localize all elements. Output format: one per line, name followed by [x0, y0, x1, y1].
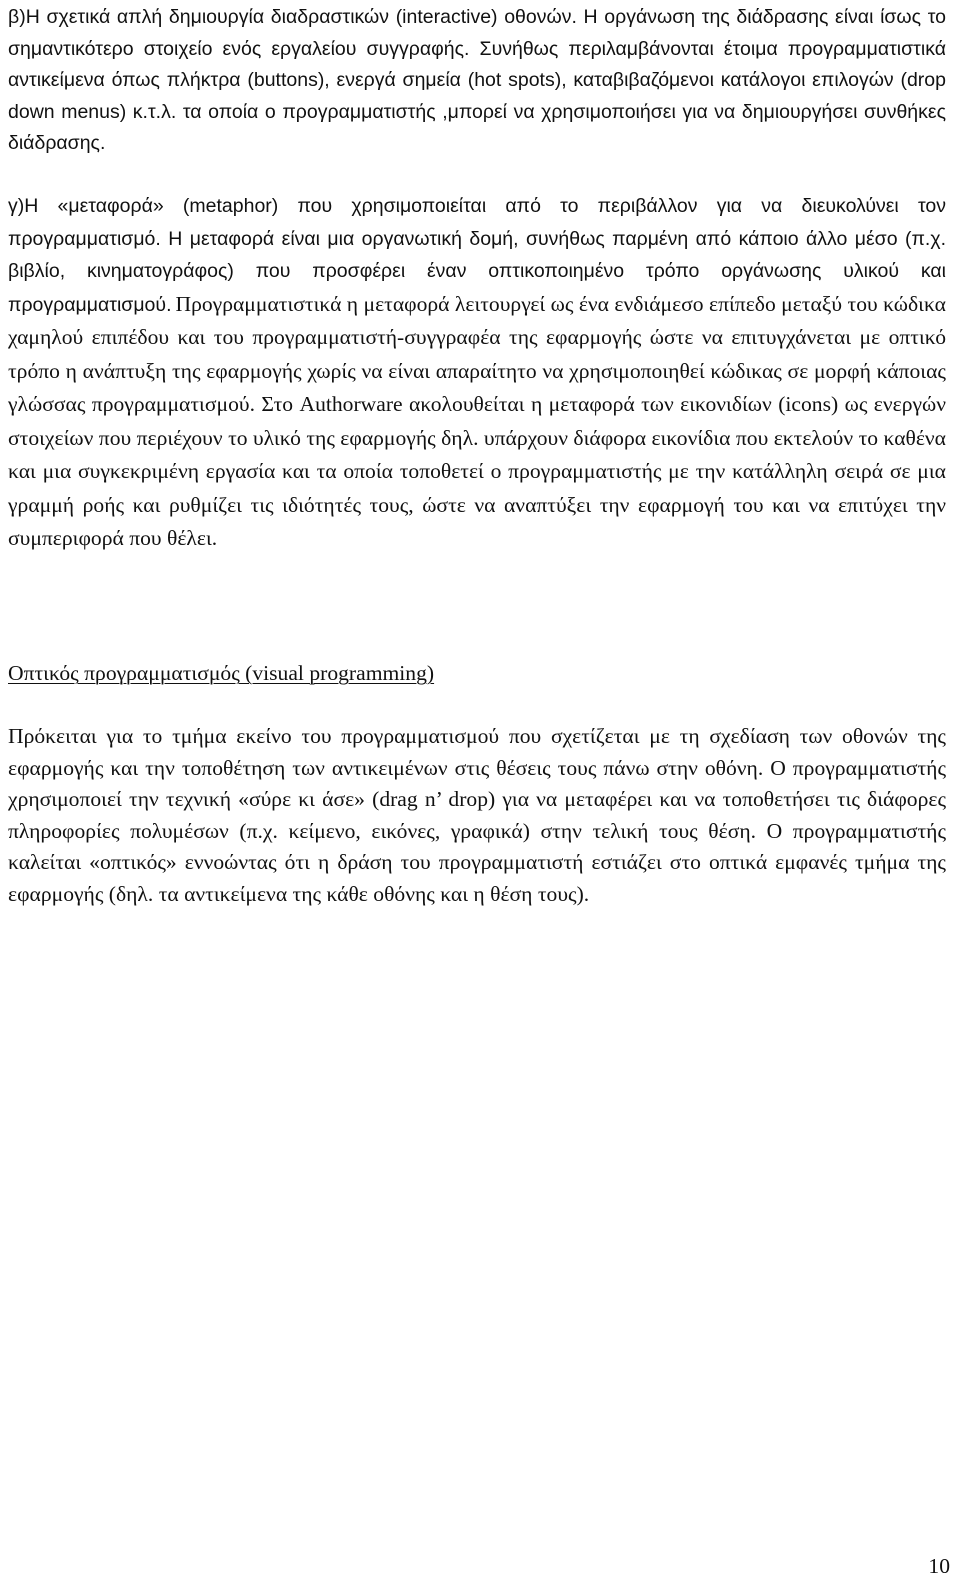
item-c-sans-text: γ)Η «μεταφορά» (metaphor) που χρησιμοποιείται από το περιβάλλον για να διευκολύνει τον προγραμματισμό. Η μεταφορά είναι μια οργανωτική δομή, συνήθως παρμένη από κάποιο άλλο μέσο (π.χ. βιβλίο, κινηματογράφος) που προσφέρει έναν οπτικοποιημένο τρόπο οργάνωσης υλικού και προγραμματισμού. — [8, 195, 946, 316]
section-heading-visual-programming: Οπτικός προγραμματισμός (visual programming) — [8, 661, 435, 685]
paragraph-item-c — [8, 191, 946, 557]
page-number: 10 — [928, 1554, 950, 1578]
paragraph-visual-programming: Πρόκειται για το τμήμα εκείνο του προγραμματισμού που σχετίζεται με τη σχεδίαση των οθονών της εφαρμογής και την τοποθέτηση των αντικειμένων στις θέσεις τους πάνω στην οθόνη. Ο προγραμματιστής χρησιμοποιεί την τεχνική «σύρε κι άσε» (drag n’ drop) για να μεταφέρει και να τοποθετήσει τις διάφορες πληροφορίες πολυμέσων (π.χ. κείμενο, εικόνες, γραφικά) στην τελική τους θέση. Ο προγραμματιστής καλείται «οπτικός» εννοώντας ότι η δράση του προγραμματιστή εστιάζει στο οπτικά εμφανές τμήμα της εφαρμογής (δηλ. τα αντικείμενα της κάθε οθόνης και η θέση τους). — [8, 724, 946, 906]
item-c-serif-text: Προγραμματιστικά η μεταφορά λειτουργεί ως ένα ενδιάμεσο επίπεδο μεταξύ του κώδικα χαμηλού επιπέδου και του προγραμματιστή-συγγραφέα της εφαρμογής ώστε να επιτυγχάνεται με οπτικό τρόπο η ανάπτυξη της εφαρμογής χωρίς να είναι απαραίτητο να χρησιμοποιηθεί κώδικας σε μορφή κάποιας γλώσσας προγραμματισμού. Στο Authorware ακολουθείται η μεταφορά των εικονιδίων (icons) ως ενεργών στοιχείων που περιέχουν το υλικό της εφαρμογής δηλ. υπάρχουν διάφορα εικονίδια που εκτελούν το καθένα και μια συγκεκριμένη εργασία και τα οποία τοποθετεί ο προγραμματιστής με την κατάλληλη σειρά σε μια γραμμή ροής και ρυθμίζει τις ιδιότητές τους, ώστε να αναπτύξει την εφαρμογή του και να επιτύχει την συμπεριφορά που θέλει. — [8, 291, 946, 550]
paragraph-item-b: β)Η σχετικά απλή δημιουργία διαδραστικών (interactive) οθονών. Η οργάνωση της διάδρασης είναι ίσως το σημαντικότερο στοιχείο ενός εργαλείου συγγραφής. Συνήθως περιλαμβάνονται έτοιμα προγραμματιστικά αντικείμενα όπως πλήκτρα (buttons), ενεργά σημεία (hot spots), καταβιβαζόμενοι κατάλογοι επιλογών (drop down menus) κ.τ.λ. τα οποία ο προγραμματιστής ,μπορεί να χρησιμοποιήσει για να δημιουργήσει συνθήκες διάδρασης. — [8, 6, 946, 154]
